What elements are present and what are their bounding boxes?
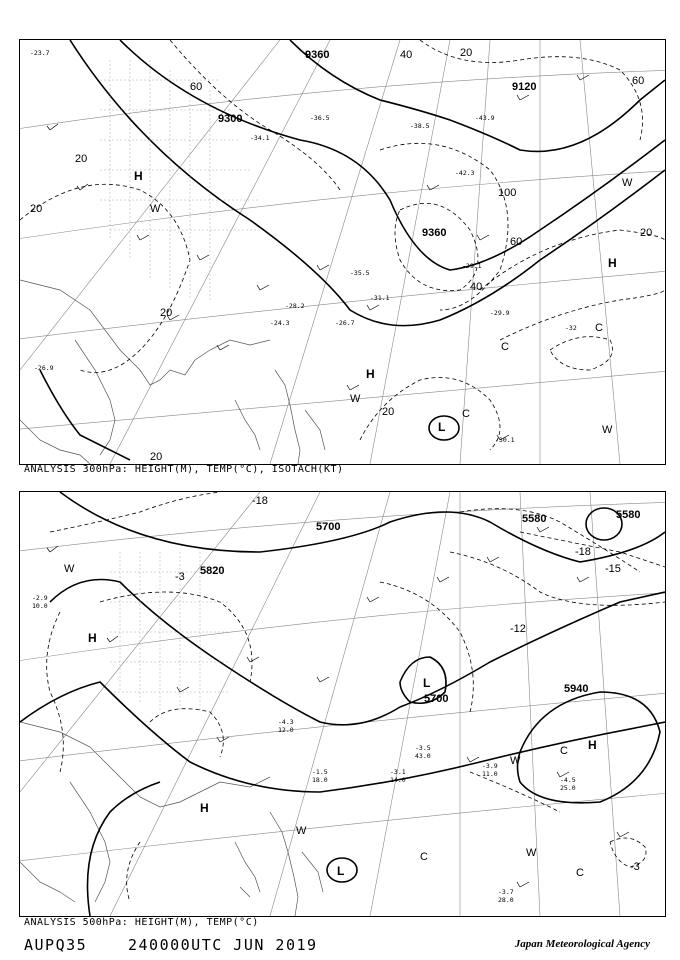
high-pressure-symbol: H xyxy=(588,738,597,752)
low-pressure-symbol: L xyxy=(423,676,431,690)
isotach-label: 20 xyxy=(460,47,473,59)
temp-value: -34.1 xyxy=(250,134,270,142)
temp-value: -31.1 xyxy=(370,294,390,302)
temp-value: -32 xyxy=(565,324,577,332)
isotach-label: 100 xyxy=(498,187,517,199)
warm-marker: W xyxy=(296,825,307,837)
high-pressure-symbol: H xyxy=(134,169,143,183)
station-temp: -3.1 xyxy=(390,768,406,776)
temp-contour-label: -3 xyxy=(630,861,640,873)
station-temp: -3.5 xyxy=(415,744,431,752)
cold-marker: C xyxy=(501,341,509,353)
latlon-grid xyxy=(20,492,665,916)
height-label-5580b: 5580 xyxy=(616,509,641,521)
temp-value: -29.1 xyxy=(462,262,482,270)
height-label-5940: 5940 xyxy=(564,683,589,695)
temperature-contours xyxy=(47,492,665,902)
temp-contour-label: -18 xyxy=(252,495,268,507)
temp-value: -38.5 xyxy=(410,122,430,130)
temp-contour-label: -12 xyxy=(510,623,526,635)
height-label-9120: 9120 xyxy=(512,81,537,93)
high-pressure-symbol: H xyxy=(366,367,375,381)
isotach-contours xyxy=(20,40,665,450)
warm-marker: W xyxy=(64,563,75,575)
agency-name: Japan Meteorological Agency xyxy=(514,938,650,950)
station-dewpoint: 18.0 xyxy=(312,776,328,784)
isotach-label: 60 xyxy=(510,236,523,248)
height-label-9360b: 9360 xyxy=(422,227,447,239)
isotach-label: 60 xyxy=(632,75,645,87)
height-label-5820: 5820 xyxy=(200,565,225,577)
warm-marker: W xyxy=(526,847,537,859)
isotach-label: 20 xyxy=(30,203,43,215)
high-pressure-symbol: H xyxy=(608,256,617,270)
temp-value: -35.5 xyxy=(350,269,370,277)
height-contours xyxy=(20,492,665,916)
station-temp: -3.9 xyxy=(482,762,498,770)
cold-marker: C xyxy=(595,322,603,334)
high-pressure-symbol: H xyxy=(88,631,97,645)
temp-value: -42.3 xyxy=(455,169,475,177)
cold-marker: C xyxy=(576,867,584,879)
station-dewpoint: 10.0 xyxy=(32,602,48,610)
temp-contour-label: -3 xyxy=(175,571,185,583)
station-dewpoint: 11.0 xyxy=(482,770,498,778)
station-temp: -3.7 xyxy=(498,888,514,896)
low-pressure-symbol: L xyxy=(337,864,345,878)
warm-marker: W xyxy=(150,203,161,215)
temp-value: -43.9 xyxy=(475,114,495,122)
warm-marker: W xyxy=(602,424,613,436)
station-temp: -4.3 xyxy=(278,718,294,726)
cold-marker: C xyxy=(462,408,470,420)
valid-time: 240000UTC JUN 2019 xyxy=(128,936,318,954)
temp-value: -30.1 xyxy=(495,436,515,444)
warm-marker: W xyxy=(350,393,361,405)
temp-contour-label: -15 xyxy=(605,563,621,575)
station-dewpoint: 25.0 xyxy=(560,784,576,792)
map-500hpa xyxy=(19,491,666,917)
high-pressure-symbol: H xyxy=(200,801,209,815)
station-temp: -1.5 xyxy=(312,768,328,776)
panel-caption-500hpa: ANALYSIS 500hPa: HEIGHT(M), TEMP(°C) xyxy=(24,917,259,928)
panel-caption-300hpa: ANALYSIS 300hPa: HEIGHT(M), TEMP(°C), ISOTACH(KT) xyxy=(24,464,344,475)
isotach-label: 40 xyxy=(400,49,413,61)
map-300hpa-canvas xyxy=(20,40,665,464)
station-temp: -2.9 xyxy=(32,594,48,602)
isotach-label: 20 xyxy=(382,406,395,418)
height-label-5700: 5700 xyxy=(316,521,341,533)
wind-barbs xyxy=(47,527,629,887)
temp-value: -26.7 xyxy=(335,319,355,327)
station-dewpoint: 12.0 xyxy=(278,726,294,734)
isotach-label: 20 xyxy=(75,153,88,165)
temp-value: -29.9 xyxy=(490,309,510,317)
isotach-label: 20 xyxy=(150,451,163,463)
chart-code: AUPQ35 xyxy=(24,936,88,954)
height-label-5580: 5580 xyxy=(522,513,547,525)
coastline xyxy=(20,280,325,464)
station-temp: -4.5 xyxy=(560,776,576,784)
cold-marker: C xyxy=(420,851,428,863)
temp-value: -28.2 xyxy=(285,302,305,310)
warm-marker: W xyxy=(510,755,521,767)
height-label-5700b: 5700 xyxy=(424,693,449,705)
coastline xyxy=(20,722,323,916)
map-300hpa xyxy=(19,39,666,465)
warm-marker: W xyxy=(622,177,633,189)
cold-marker: C xyxy=(560,745,568,757)
map-500hpa-canvas xyxy=(20,492,665,916)
temp-value: -26.9 xyxy=(34,364,54,372)
isotach-label: 40 xyxy=(470,281,483,293)
height-label-9300: 9300 xyxy=(218,113,243,125)
station-dewpoint: 14.0 xyxy=(390,776,406,784)
isotach-label: 20 xyxy=(640,227,653,239)
temp-value: -24.3 xyxy=(270,319,290,327)
low-pressure-symbol: L xyxy=(438,420,446,434)
isotach-label: 20 xyxy=(160,307,173,319)
isotach-label: 60 xyxy=(190,81,203,93)
height-label-9360: 9360 xyxy=(305,49,330,61)
station-dewpoint: 28.0 xyxy=(498,896,514,904)
station-dewpoint: 43.0 xyxy=(415,752,431,760)
temp-value: -23.7 xyxy=(30,49,50,57)
temp-contour-label: -18 xyxy=(575,546,591,558)
temp-value: -36.5 xyxy=(310,114,330,122)
